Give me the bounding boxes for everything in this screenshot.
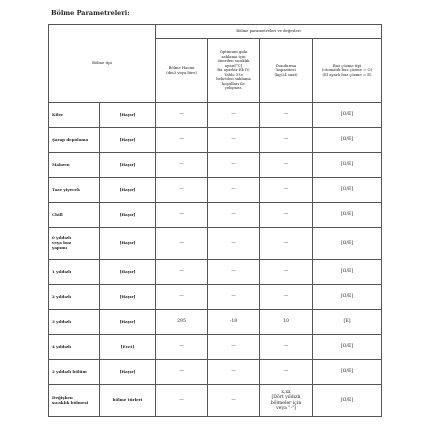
table-header-row bbox=[49, 25, 382, 39]
compartment-name: Taze yiyecek bbox=[49, 178, 100, 203]
table-row bbox=[49, 335, 382, 360]
table-row bbox=[49, 285, 382, 310]
compartment-temp: — bbox=[208, 228, 260, 260]
compartment-volume: — bbox=[156, 285, 208, 310]
compartment-flag: [Hayır] bbox=[100, 285, 156, 310]
compartment-flag: [Hayır] bbox=[100, 228, 156, 260]
header-volume: Bölme Hacmi (dm3 veya litre) bbox=[156, 39, 208, 103]
table-row bbox=[49, 178, 382, 203]
compartment-capacity: — bbox=[260, 103, 313, 128]
compartment-temp: — bbox=[208, 128, 260, 153]
compartment-name: 2 yıldızlı bölüm bbox=[49, 360, 100, 385]
compartment-defrost: [O/E] bbox=[313, 153, 382, 178]
compartment-name: Şarap depolama bbox=[49, 128, 100, 153]
compartment-name: 1 yıldızlı bbox=[49, 260, 100, 285]
compartment-capacity: x,xx [Dört yıldızlı bölmeler için veya "-"] bbox=[260, 385, 313, 417]
compartment-flag: bölme türleri bbox=[100, 385, 156, 417]
compartment-capacity: — bbox=[260, 178, 313, 203]
compartment-volume: — bbox=[156, 103, 208, 128]
compartment-capacity: — bbox=[260, 335, 313, 360]
compartment-defrost: [O/E] bbox=[313, 178, 382, 203]
compartment-defrost: [O/E] bbox=[313, 385, 382, 417]
compartment-volume: — bbox=[156, 260, 208, 285]
header-capacity: Dondurma kapasitesi (kg/24 saat) bbox=[260, 39, 313, 103]
compartment-temp: — bbox=[208, 285, 260, 310]
compartment-defrost: [O/E] bbox=[313, 203, 382, 228]
compartment-defrost: [O/E] bbox=[313, 103, 382, 128]
compartment-temp: — bbox=[208, 260, 260, 285]
compartment-table bbox=[48, 24, 382, 417]
compartment-defrost: [O/E] bbox=[313, 260, 382, 285]
compartment-name: 3 yıldızlı bbox=[49, 310, 100, 335]
compartment-temp: — bbox=[208, 203, 260, 228]
page-title: Bölme Parametreleri: bbox=[51, 9, 130, 17]
compartment-temp: — bbox=[208, 178, 260, 203]
compartment-capacity: — bbox=[260, 360, 313, 385]
compartment-volume: — bbox=[156, 203, 208, 228]
compartment-defrost: [O/E] bbox=[313, 360, 382, 385]
table-row bbox=[49, 128, 382, 153]
compartment-flag: [Hayır] bbox=[100, 153, 156, 178]
compartment-name: 2 yıldızlı bbox=[49, 285, 100, 310]
table-row bbox=[49, 385, 382, 417]
compartment-name: 4 yıldızlı bbox=[49, 335, 100, 360]
compartment-capacity: — bbox=[260, 228, 313, 260]
compartment-volume: — bbox=[156, 228, 208, 260]
compartment-volume: — bbox=[156, 128, 208, 153]
compartment-defrost: [O/E] bbox=[313, 228, 382, 260]
compartment-flag: [Hayır] bbox=[100, 178, 156, 203]
compartment-capacity: 10 bbox=[260, 310, 313, 335]
compartment-volume: 295 bbox=[156, 310, 208, 335]
header-type: Bölme tipi bbox=[49, 25, 156, 103]
table-row bbox=[49, 260, 382, 285]
compartment-flag: [Evet] bbox=[100, 335, 156, 360]
header-defrost: Buz çözme tipi (otomatik buz çözme = O) (El ayarlı buz çözme = E) bbox=[313, 39, 382, 103]
compartment-capacity: — bbox=[260, 153, 313, 178]
compartment-capacity: — bbox=[260, 128, 313, 153]
compartment-volume: — bbox=[156, 335, 208, 360]
table-row bbox=[49, 310, 382, 335]
compartment-capacity: — bbox=[260, 203, 313, 228]
compartment-defrost: [O/E] bbox=[313, 335, 382, 360]
compartment-flag: [Hayır] bbox=[100, 360, 156, 385]
compartment-flag: [Hayır] bbox=[100, 128, 156, 153]
compartment-flag: [Hayır] bbox=[100, 310, 156, 335]
compartment-name: Kiler bbox=[49, 103, 100, 128]
compartment-temp: — bbox=[208, 103, 260, 128]
compartment-temp: — bbox=[208, 335, 260, 360]
compartment-name: Mahzen bbox=[49, 153, 100, 178]
compartment-temp: — bbox=[208, 153, 260, 178]
compartment-name: Chill bbox=[49, 203, 100, 228]
compartment-name: Değişken sıcaklık bölmesi bbox=[49, 385, 100, 417]
compartment-capacity: — bbox=[260, 285, 313, 310]
compartment-temp: — bbox=[208, 385, 260, 417]
compartment-temp: -18 bbox=[208, 310, 260, 335]
table-row bbox=[49, 360, 382, 385]
compartment-defrost: [E] bbox=[313, 310, 382, 335]
compartment-flag: [Hayır] bbox=[100, 203, 156, 228]
header-temp: Optimum gıda saklama için önerilen sıcaklık ayarı[°C] Bu ayarlar Ek IV, Tablo 3'te belirtilen saklama koşulları ile çelişmez. bbox=[208, 39, 260, 103]
header-group: Bölme parametreleri ve değerleri bbox=[156, 25, 382, 39]
table-row bbox=[49, 203, 382, 228]
compartment-volume: — bbox=[156, 385, 208, 417]
compartment-volume: — bbox=[156, 360, 208, 385]
compartment-flag: [Hayır] bbox=[100, 260, 156, 285]
compartment-name: 0 yıldızlı veya buz yapımı bbox=[49, 228, 100, 260]
compartment-volume: — bbox=[156, 153, 208, 178]
table-row bbox=[49, 103, 382, 128]
compartment-flag: [Hayır] bbox=[100, 103, 156, 128]
compartment-temp: — bbox=[208, 360, 260, 385]
table-row bbox=[49, 153, 382, 178]
compartment-volume: — bbox=[156, 178, 208, 203]
table-body bbox=[49, 103, 382, 417]
compartment-capacity: — bbox=[260, 260, 313, 285]
compartment-defrost: [O/E] bbox=[313, 128, 382, 153]
compartment-defrost: [O/E] bbox=[313, 285, 382, 310]
table-row bbox=[49, 228, 382, 260]
